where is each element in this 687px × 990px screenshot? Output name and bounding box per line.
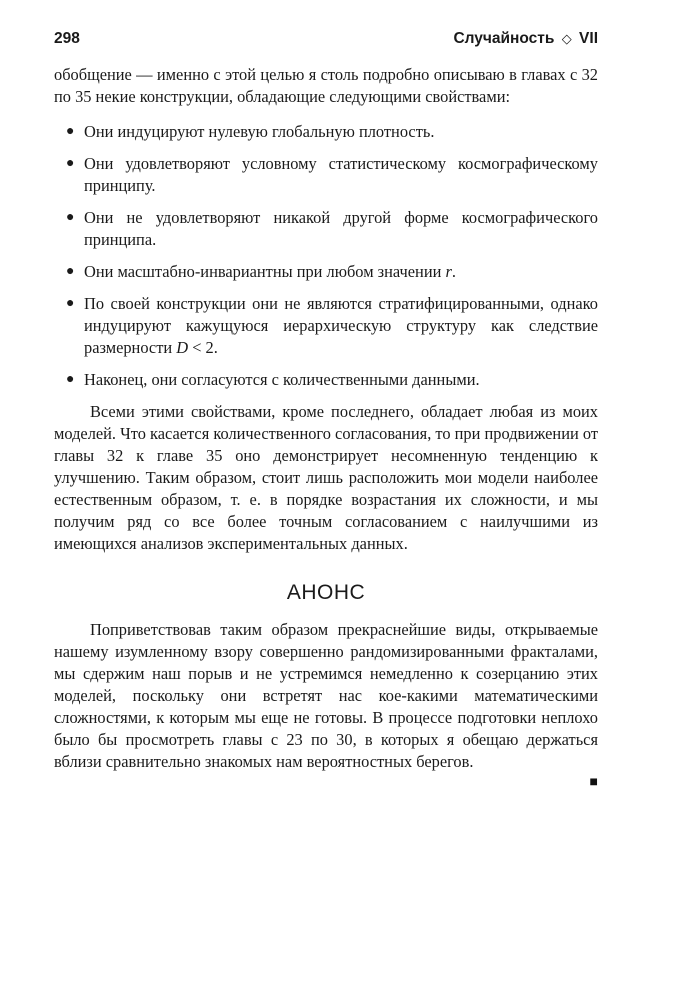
math-variable: r [445, 262, 452, 281]
list-item-text: Наконец, они согласуются с количественными данными. [84, 370, 480, 389]
list-item-text: Они индуцируют нулевую глобальную плотность. [84, 122, 435, 141]
bullet-icon: ● [66, 156, 75, 171]
math-variable: D [176, 338, 189, 357]
list-item [54, 261, 598, 283]
list-item-text: По своей конструкции они не являются стратифицированными, однако индуцируют кажущуюся иерархическую структуру как следствие размерности [84, 294, 598, 357]
list-item-text: Они масштабно-инвариантны при любом значении [84, 262, 442, 281]
chapter-header [453, 30, 598, 48]
list-item [54, 369, 598, 391]
bullet-icon: ● [66, 296, 75, 311]
chapter-number: VII [579, 30, 598, 47]
intro-paragraph: обобщение — именно с этой целью я столь подробно описываю в главах с 32 по 35 некие конструкции, обладающие следующими свойствами: [54, 65, 598, 106]
end-of-section [54, 773, 598, 797]
list-item [54, 153, 598, 197]
list-item-tail: . [451, 262, 456, 281]
book-page [54, 30, 598, 797]
section-heading: АНОНС [286, 581, 366, 604]
bullet-icon: ● [66, 124, 75, 139]
running-header [54, 30, 598, 50]
properties-list [54, 121, 598, 391]
bullet-icon: ● [66, 264, 75, 279]
list-item [54, 121, 598, 143]
page-number: 298 [54, 30, 80, 47]
list-item [54, 207, 598, 251]
list-item [54, 293, 598, 359]
end-mark-glyph: ■ [589, 775, 598, 790]
list-item-tail: < 2. [188, 338, 218, 357]
diamond-icon: ◇ [561, 31, 572, 46]
section-paragraph: Поприветствовав таким образом прекраснейшие виды, открываемые нашему изумленному взору совершенно рандомизированными фракталами, мы сдержим наш порыв и не устремимся немедленно к созерцанию этих моделей, поскольку они встретят нас кое-какими математическими сложностями, к которым мы еще не готовы. В процессе подготовки неплохо было бы просмотреть главы с 23 по 30, в которых я обещаю держаться вблизи сравнительно знакомых нам вероятностных берегов. [54, 620, 598, 771]
bullet-icon: ● [66, 372, 75, 387]
bullet-icon: ● [66, 210, 75, 225]
body-paragraph: Всеми этими свойствами, кроме последнего, обладает любая из моих моделей. Что касается количественного согласования, то при продвижении от главы 32 к главе 35 оно демонстрирует несомненную тенденцию к улучшению. Таким образом, стоит лишь расположить мои модели наиболее естественным образом, т. е. в порядке возрастания их сложности, и мы получим ряд со все более точным согласованием с наилучшими из имеющихся анализов экспериментальных данных. [54, 402, 598, 553]
chapter-title: Случайность [453, 30, 555, 47]
list-item-text: Они не удовлетворяют никакой другой форме космографического принципа. [84, 208, 598, 249]
list-item-text: Они удовлетворяют условному статистическому космографическому принципу. [84, 154, 598, 195]
